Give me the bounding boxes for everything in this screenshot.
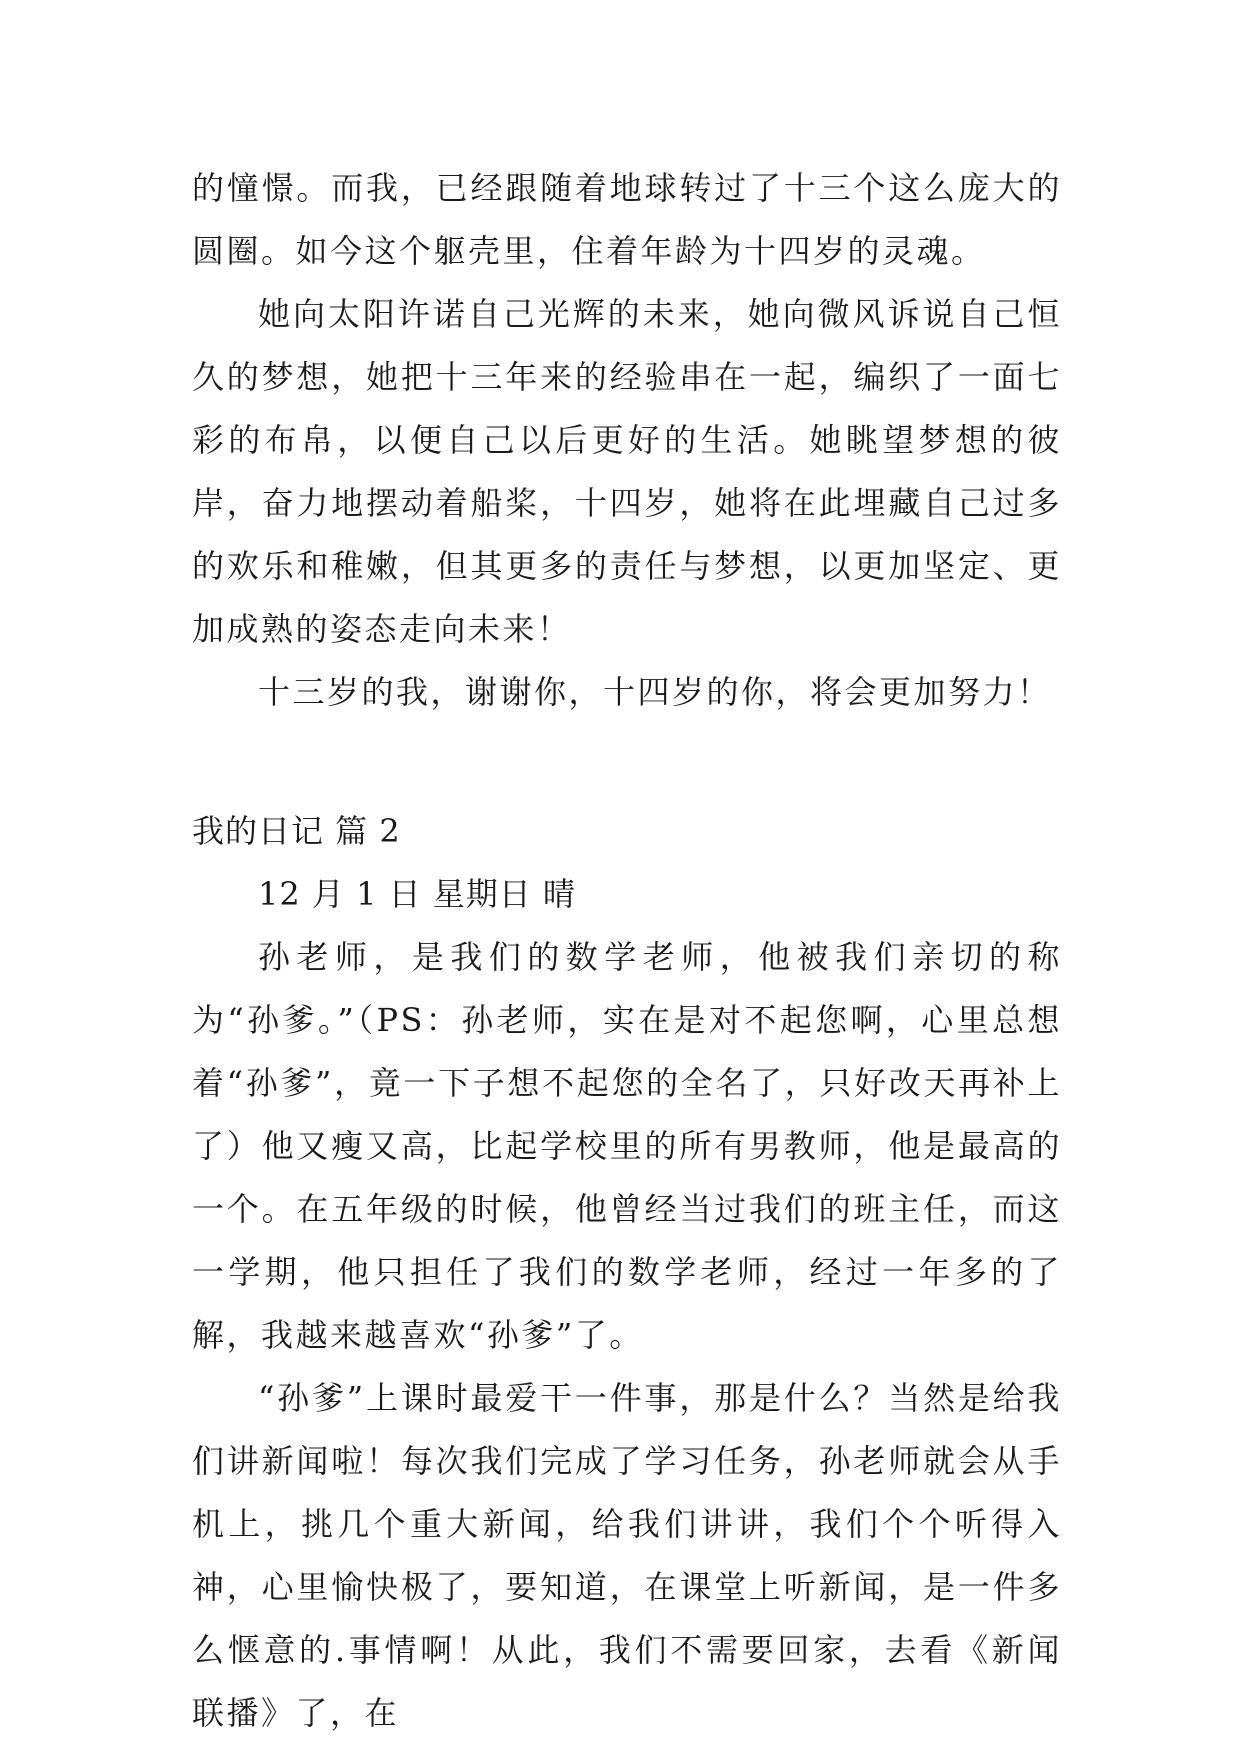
paragraph-promise: 她向太阳许诺自己光辉的未来，她向微风诉说自己恒久的梦想，她把十三年来的经验串在一起，编织了一面七彩的布帛，以便自己以后更好的生活。她眺望梦想的彼岸，奋力地摆动着船桨，十四岁，她将在此埋藏自己过多的欢乐和稚嫩，但其更多的责任与梦想，以更加坚定、更加成熟的姿态走向未来！ [192,295,1062,648]
document-body [192,157,1062,1745]
paragraph-continuation: 的憧憬。而我，已经跟随着地球转过了十三个这么庞大的圆圈。如今这个躯壳里，住着年龄为十四岁的灵魂。 [192,169,1062,270]
diary-dateline: 12 月 1 日 星期日 晴 [258,875,576,913]
paragraph-teacher-intro: 孙老师，是我们的数学老师，他被我们亲切的称为“孙爹。”（PS：孙老师，实在是对不起您啊，心里总想着“孙爹”，竟一下子想不起您的全名了，只好改天再补上了）他又瘦又高，比起学校里的所有男教师，他是最高的一个。在五年级的时候，他曾经当过我们的班主任，而这一学期，他只担任了我们的数学老师，经过一年多的了解，我越来越喜欢“孙爹”了。 [192,938,1062,1354]
paragraph-closing: 十三岁的我，谢谢你，十四岁的你，将会更加努力！ [258,673,1052,711]
section-gap [192,724,1062,800]
paragraph-news-habit: “孙爹”上课时最爱干一件事，那是什么？当然是给我们讲新闻啦！每次我们完成了学习任务，孙老师就会从手机上，挑几个重大新闻，给我们讲讲，我们个个听得入神，心里愉快极了，要知道，在课堂上听新闻，是一件多么惬意的.事情啊！从此，我们不需要回家，去看《新闻联播》了，在 [192,1379,1062,1732]
diary-title: 我的日记 篇 2 [192,812,401,850]
